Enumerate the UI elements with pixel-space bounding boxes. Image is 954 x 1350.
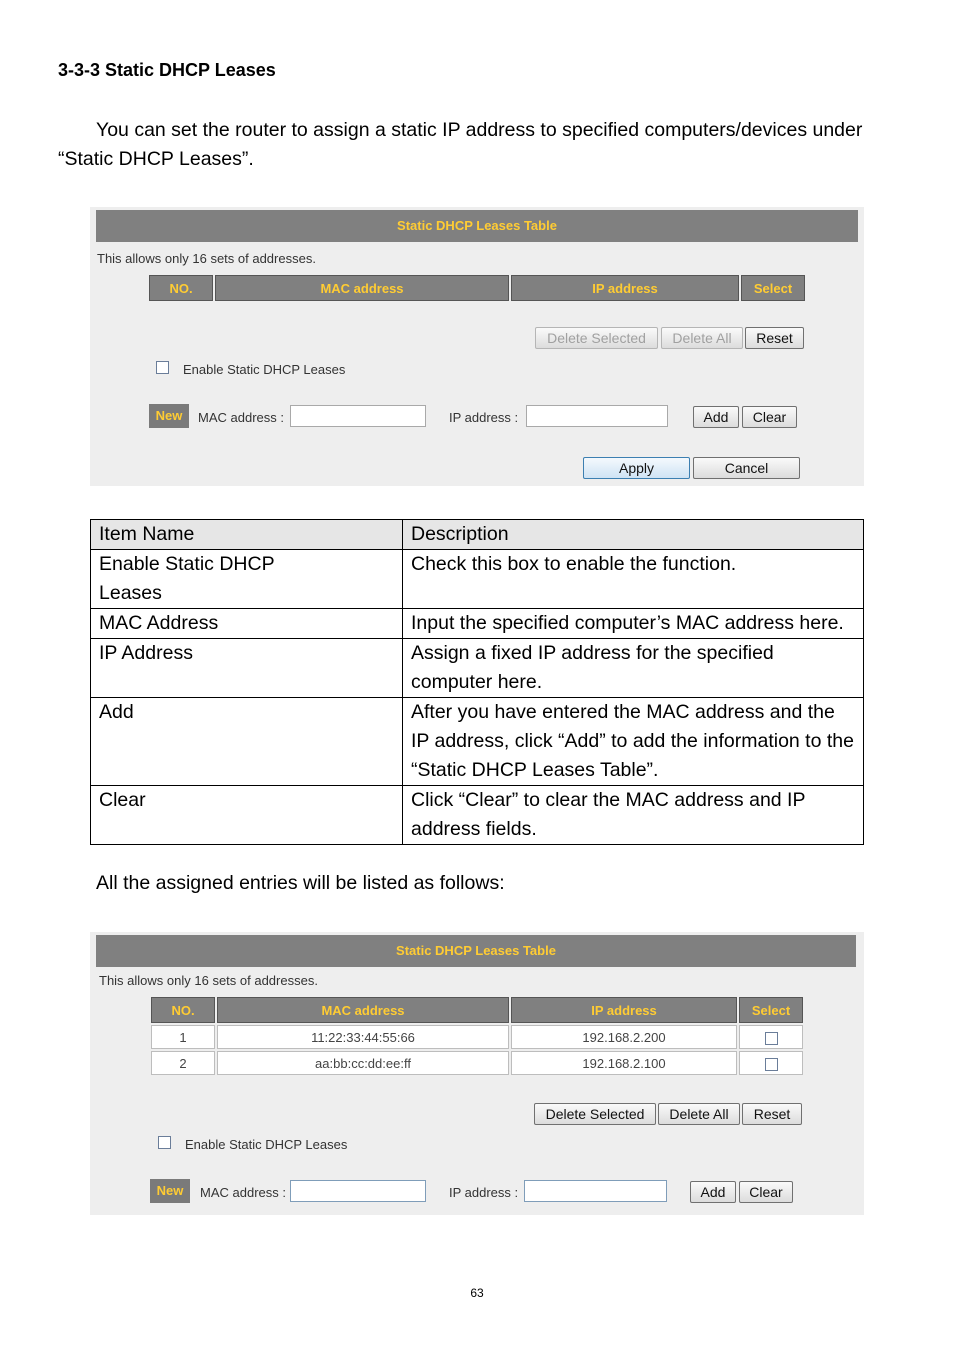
desc-item: IP Address: [91, 639, 403, 698]
table-row: [151, 1025, 803, 1049]
reset-button[interactable]: Reset: [742, 1103, 802, 1125]
row-select-checkbox[interactable]: [765, 1032, 778, 1045]
ip-address-label: IP address :: [449, 1185, 519, 1200]
item-description-table: [90, 519, 864, 845]
col-mac: MAC address: [215, 275, 509, 301]
row-ip: 192.168.2.200: [511, 1025, 737, 1049]
mac-address-input[interactable]: [290, 405, 426, 427]
intro-text: You can set the router to assign a static IP address to specified computers/devices under “Static DHCP Leases”.: [58, 119, 863, 170]
listed-entries-text: All the assigned entries will be listed as follows:: [96, 872, 505, 894]
panel-note: This allows only 16 sets of addresses.: [97, 251, 316, 266]
static-dhcp-panel-1: [90, 207, 864, 486]
row-select-cell: [739, 1051, 803, 1075]
ip-address-input[interactable]: [524, 1180, 667, 1202]
desc-text: Input the specified computer’s MAC address here.: [403, 609, 864, 639]
page-number: 63: [470, 1286, 484, 1300]
col-no: NO.: [149, 275, 213, 301]
row-no: 2: [151, 1051, 215, 1075]
enable-static-dhcp-label: Enable Static DHCP Leases: [183, 362, 346, 377]
desc-item: MAC Address: [91, 609, 403, 639]
desc-row: [91, 550, 864, 609]
row-ip: 192.168.2.100: [511, 1051, 737, 1075]
delete-all-button[interactable]: Delete All: [658, 1103, 740, 1125]
section-heading: 3-3-3 Static DHCP Leases: [58, 60, 276, 80]
lease-table: [149, 995, 805, 1077]
desc-item: Add: [91, 698, 403, 786]
new-badge: New: [149, 404, 189, 428]
apply-button[interactable]: Apply: [583, 457, 690, 479]
mac-address-label: MAC address :: [200, 1185, 286, 1200]
ip-address-label: IP address :: [449, 410, 519, 425]
desc-text: Click “Clear” to clear the MAC address and IP address fields.: [403, 786, 864, 845]
clear-button[interactable]: Clear: [742, 406, 797, 428]
desc-row: [91, 609, 864, 639]
desc-text: After you have entered the MAC address and the IP address, click “Add” to add the information to the “Static DHCP Leases Table”.: [403, 698, 864, 786]
ip-address-input[interactable]: [526, 405, 668, 427]
desc-row: [91, 786, 864, 845]
intro-paragraph: [58, 116, 878, 174]
lease-table-empty: [147, 273, 807, 303]
row-select-cell: [739, 1025, 803, 1049]
desc-row: [91, 698, 864, 786]
enable-static-dhcp-label: Enable Static DHCP Leases: [185, 1137, 348, 1152]
row-select-checkbox[interactable]: [765, 1058, 778, 1071]
desc-header-item: Item Name: [91, 520, 403, 550]
enable-static-dhcp-checkbox[interactable]: [156, 361, 169, 374]
row-mac: 11:22:33:44:55:66: [217, 1025, 509, 1049]
add-button[interactable]: Add: [693, 406, 739, 428]
static-dhcp-panel-2: [90, 932, 864, 1215]
table-row: [151, 1051, 803, 1075]
row-no: 1: [151, 1025, 215, 1049]
desc-text: Assign a fixed IP address for the specified computer here.: [403, 639, 864, 698]
desc-row: [91, 639, 864, 698]
desc-text: Check this box to enable the function.: [403, 550, 864, 609]
panel-title: Static DHCP Leases Table: [96, 935, 856, 967]
lease-table-header: [151, 997, 803, 1023]
col-ip: IP address: [511, 275, 739, 301]
mac-address-input[interactable]: [290, 1180, 426, 1202]
lease-table-header: [149, 275, 805, 301]
col-select: Select: [739, 997, 803, 1023]
mac-address-label: MAC address :: [198, 410, 284, 425]
panel-title: Static DHCP Leases Table: [96, 210, 858, 242]
reset-button[interactable]: Reset: [745, 327, 804, 349]
col-no: NO.: [151, 997, 215, 1023]
add-button[interactable]: Add: [690, 1181, 736, 1203]
enable-static-dhcp-checkbox[interactable]: [158, 1136, 171, 1149]
row-mac: aa:bb:cc:dd:ee:ff: [217, 1051, 509, 1075]
panel-note: This allows only 16 sets of addresses.: [99, 973, 318, 988]
clear-button[interactable]: Clear: [739, 1181, 793, 1203]
new-badge: New: [150, 1179, 190, 1203]
col-mac: MAC address: [217, 997, 509, 1023]
col-ip: IP address: [511, 997, 737, 1023]
col-select: Select: [741, 275, 805, 301]
delete-all-button[interactable]: Delete All: [661, 327, 743, 349]
desc-item: Clear: [91, 786, 403, 845]
desc-item: Enable Static DHCP Leases: [91, 550, 403, 609]
delete-selected-button[interactable]: Delete Selected: [534, 1103, 656, 1125]
desc-header-row: [91, 520, 864, 550]
delete-selected-button[interactable]: Delete Selected: [535, 327, 658, 349]
desc-header-description: Description: [403, 520, 864, 550]
cancel-button[interactable]: Cancel: [693, 457, 800, 479]
